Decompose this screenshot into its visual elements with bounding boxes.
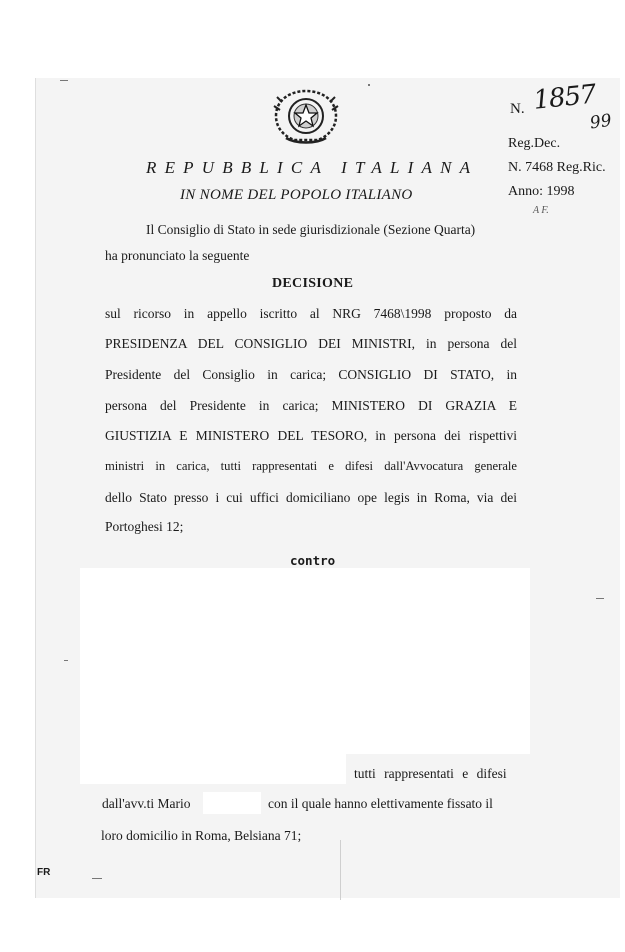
paragraph-line: con il quale hanno elettivamente fissato il: [268, 796, 493, 811]
redacted-block: [80, 568, 530, 754]
scan-speck: [596, 598, 604, 599]
decision-heading: DECISIONE: [272, 276, 354, 291]
republic-title: REPUBBLICA ITALIANA: [146, 158, 479, 177]
stamp-number: 1857: [532, 79, 597, 116]
scan-speck: [368, 84, 370, 86]
paragraph-line: dello Stato presso i cui uffici domiciliano ope legis in Roma, via dei: [105, 490, 517, 505]
paragraph-line: ministri in carica, tutti rappresentati e difesi dall'Avvocatura generale: [105, 459, 517, 473]
scan-speck: [64, 660, 68, 661]
page-edge: [35, 78, 36, 898]
paragraph-line: Portoghesi 12;: [105, 519, 184, 534]
paragraph-line: PRESIDENZA DEL CONSIGLIO DEI MINISTRI, in persona del: [105, 336, 517, 351]
paragraph-line: Presidente del Consiglio in carica; CONSIGLIO DI STATO, in: [105, 367, 517, 382]
contro-heading: contro: [290, 553, 336, 568]
intro-line-2: ha pronunciato la seguente: [105, 248, 250, 263]
paragraph-line: persona del Presidente in carica; MINISTERO DI GRAZIA E: [105, 398, 517, 413]
footer-initials: FR: [37, 867, 51, 878]
stamp-number-prefix: N.: [510, 101, 525, 117]
handwritten-initials: A F.: [533, 205, 549, 216]
anno-label: Anno: 1998: [508, 184, 575, 199]
paragraph-line: dall'avv.ti Mario: [102, 796, 191, 811]
scan-speck: [340, 840, 341, 900]
intro-line-1: Il Consiglio di Stato in sede giurisdizionale (Sezione Quarta): [146, 222, 476, 237]
paragraph-line: tutti rappresentati e difesi: [354, 766, 507, 781]
redacted-block: [80, 754, 346, 784]
redacted-name: [203, 792, 261, 814]
stamp-year: 99: [588, 110, 613, 134]
scan-speck: [60, 80, 68, 81]
paragraph-line: sul ricorso in appello iscritto al NRG 7468\1998 proposto da: [105, 306, 517, 321]
paragraph-line: GIUSTIZIA E MINISTERO DEL TESORO, in persona dei rispettivi: [105, 428, 517, 443]
republic-emblem-icon: [268, 86, 344, 146]
republic-subtitle: IN NOME DEL POPOLO ITALIANO: [180, 187, 413, 203]
reg-ric-label: N. 7468 Reg.Ric.: [508, 160, 606, 175]
paragraph-line: loro domicilio in Roma, Belsiana 71;: [101, 828, 302, 843]
reg-dec-label: Reg.Dec.: [508, 136, 561, 151]
scan-speck: [92, 878, 102, 879]
